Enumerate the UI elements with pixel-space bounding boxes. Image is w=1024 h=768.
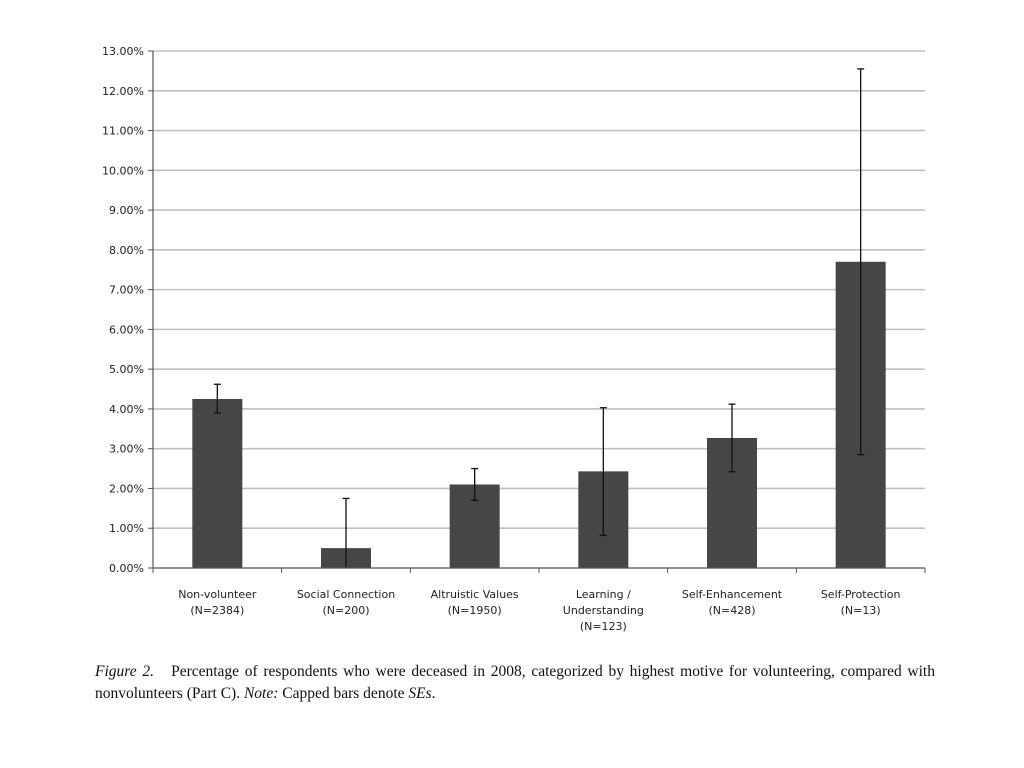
x-category-label-line: (N=200) xyxy=(322,604,370,617)
y-tick-label: 5.00% xyxy=(109,363,144,377)
bars xyxy=(192,262,885,568)
gridlines xyxy=(148,51,925,568)
y-tick-label: 12.00% xyxy=(102,84,144,98)
x-axis-category-labels xyxy=(178,588,900,633)
y-tick-label: 0.00% xyxy=(109,562,144,575)
x-category-label-line: Self-Enhancement xyxy=(681,588,783,601)
y-tick-label: 8.00% xyxy=(109,243,144,257)
figure-caption xyxy=(95,661,935,705)
x-category-label xyxy=(563,588,644,633)
bar xyxy=(192,399,242,568)
x-category-label-line: Understanding xyxy=(562,604,644,617)
caption-figure-label: Figure 2. xyxy=(95,663,154,680)
x-category-label xyxy=(178,588,257,617)
x-category-label xyxy=(431,588,519,617)
x-category-label-line: Non-volunteer xyxy=(178,588,257,601)
caption-note-text: Capped bars denote xyxy=(282,685,405,702)
x-category-label-line: (N=13) xyxy=(840,604,881,617)
y-tick-label: 3.00% xyxy=(109,442,144,456)
y-tick-label: 6.00% xyxy=(109,323,144,337)
y-tick-label: 4.00% xyxy=(109,402,144,416)
x-category-label xyxy=(682,588,783,617)
x-category-label-line: (N=1950) xyxy=(447,604,502,617)
y-axis-tick-labels xyxy=(102,45,144,575)
x-category-label-line: (N=2384) xyxy=(190,604,245,617)
y-tick-label: 9.00% xyxy=(109,204,144,218)
caption-note-end: . xyxy=(431,685,436,702)
x-category-label-line: Learning / xyxy=(575,588,631,601)
caption-text: Percentage of respondents who were deceased in 2008, categorized by highest motive for volunteering, compared with nonvolunteers (Part C). xyxy=(95,663,935,702)
x-category-label-line: (N=123) xyxy=(579,620,627,633)
y-tick-label: 10.00% xyxy=(102,164,144,178)
x-category-label-line: Altruistic Values xyxy=(430,588,519,601)
y-tick-label: 7.00% xyxy=(109,283,144,297)
y-tick-label: 13.00% xyxy=(102,45,144,58)
x-category-label-line: Self-Protection xyxy=(820,588,901,601)
x-category-label xyxy=(821,588,901,617)
x-category-label-line: Social Connection xyxy=(296,588,396,601)
x-axis xyxy=(153,51,925,573)
caption-note-label: Note: xyxy=(243,685,279,702)
x-category-label-line: (N=428) xyxy=(708,604,756,617)
y-tick-label: 11.00% xyxy=(102,124,144,138)
y-tick-label: 1.00% xyxy=(109,522,144,536)
x-category-label xyxy=(297,588,395,617)
error-bars xyxy=(214,69,864,568)
caption-se: SEs xyxy=(408,685,432,702)
y-tick-label: 2.00% xyxy=(109,482,144,496)
